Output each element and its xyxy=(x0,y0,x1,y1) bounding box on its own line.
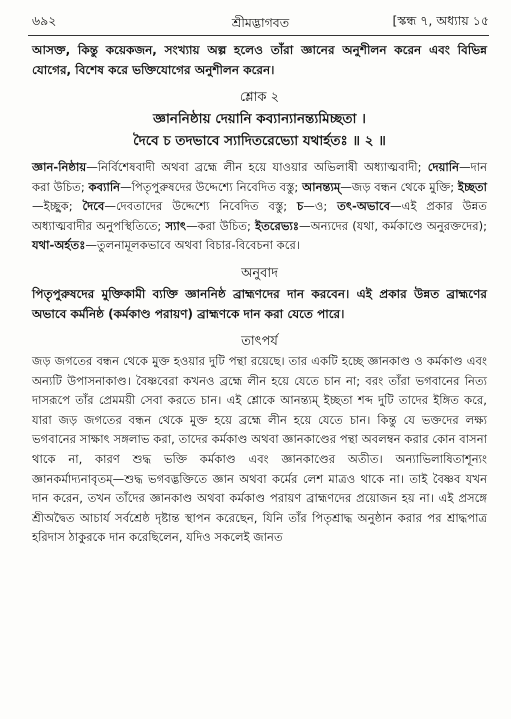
synonym-meaning: —দেবতাদের উদ্দেশ্যে নিবেদিত বস্তু; xyxy=(104,199,298,214)
page-header xyxy=(32,12,489,34)
synonym-meaning: —তুলনামূলকভাবে অথবা বিচার-বিবেচনা করে। xyxy=(85,238,300,253)
synonym-term: দৈবে xyxy=(82,199,105,214)
synonym-term: দেয়ানি xyxy=(427,160,460,174)
verse-line-1: জ্ঞাননিষ্ঠায় দেয়ানি কব্যান্যানন্ত্যমিচ্ছতা । xyxy=(153,111,366,127)
synonym-term: তৎ-অভাবে xyxy=(337,199,391,214)
translation-paragraph: পিতৃপুরুষদের মুক্তিকামী ব্যক্তি জ্ঞাননিষ্ঠ ব্রাহ্মণদের দান করবেন। এই প্রকার উন্নত ব্রাহ্মণের অভাবে কর্মনিষ্ঠ (কর্মকাণ্ড পরায়ণ) ব্রাহ্মণকে দান করা যেতে পারে। xyxy=(32,286,487,321)
synonym-meaning: —ইচ্ছুক; xyxy=(32,199,83,214)
translation-heading: অনুবাদ xyxy=(241,265,278,281)
book-title: শ্রীমদ্ভাগবত xyxy=(231,15,290,30)
synonym-term: ইতরেভ্যঃ xyxy=(255,218,300,233)
synonym-term: চ xyxy=(297,199,304,214)
verse-line-2: দৈবে চ তদভাবে স্যাদিতরেভ্যো যথার্হতঃ ॥ ২ ॥ xyxy=(133,133,386,149)
purport-heading: তাৎপর্য xyxy=(241,333,278,349)
header-rule xyxy=(28,35,489,36)
purport-paragraph: জড় জগতের বন্ধন থেকে মুক্ত হওয়ার দুটি পন্থা রয়েছে। তার একটি হচ্ছে জ্ঞানকাণ্ড ও কর্মকাণ্ড এবং অন্যটি উপাসনাকাণ্ড। বৈষ্ণবেরা কখনও ব্রহ্মে লীন হয়ে যেতে চান না; বরং তাঁরা ভগবানের নিত্য দাসরূপে তাঁর প্রেমময়ী সেবা করতে চান। এই শ্লোকে আনন্ত্যম্ ইচ্ছতা শব্দ দুটি তাদের ইঙ্গিত করে, যারা জড় জগতের বন্ধন থেকে মুক্ত হয়ে ব্রহ্মে লীন হয়ে যেতে চান। কিন্তু যে ভক্তদের লক্ষ্য ভগবানের সাক্ষাৎ সঙ্গলাভ করা, তাদের কর্মকাণ্ড অথবা জ্ঞানকাণ্ডের পন্থা অবলম্বন করার কোন বাসনা থাকে না, কারণ শুদ্ধ ভক্তি কর্মকাণ্ড এবং জ্ঞানকাণ্ডের অতীত। অন্যাভিলাষিতাশূন্যং জ্ঞানকর্মাদ্যনাবৃতম্—শুদ্ধ ভগবদ্ভক্তিতে জ্ঞান অথবা কর্মের লেশ মাত্রও থাকে না। তাই বৈষ্ণব যখন দান করেন, তখন তাঁদের জ্ঞানকাণ্ড অথবা কর্মকাণ্ড পরায়ণ ব্রাহ্মণদের প্রয়োজন হয় না। এই প্রসঙ্গে শ্রীঅদ্বৈত আচার্য সর্বশ্রেষ্ঠ দৃষ্টান্ত স্থাপন করেছেন, যিনি তাঁর পিতৃশ্রাদ্ধ অনুষ্ঠান করার পর শ্রাদ্ধপাত্র হরিদাস ঠাকুরকে দান করেছিলেন, যদিও সকলেই জানত xyxy=(32,353,487,545)
synonym-term: স্যাৎ xyxy=(165,218,187,233)
synonym-meaning: —পিতৃপুরুষদের উদ্দেশ্যে নিবেদিত বস্তু; xyxy=(120,179,303,194)
synonym-meaning: —অন্যদের (যথা, কর্মকাণ্ডে অনুরক্তদের); xyxy=(299,218,488,233)
intro-paragraph: আসক্ত, কিন্তু কয়েকজন, সংখ্যায় অল্প হলেও তাঁরা জ্ঞানের অনুশীলন করেন এবং বিভিন্ন যোগের, বিশেষ করে ভক্তিযোগের অনুশীলন করেন। xyxy=(32,43,487,77)
synonym-meaning: —ও; xyxy=(303,199,338,214)
synonym-term: কব্যানি xyxy=(88,179,121,194)
synonym-term: যথা-অর্হতঃ xyxy=(32,238,86,253)
synonym-term: ইচ্ছতা xyxy=(457,179,487,194)
page-content xyxy=(32,40,487,548)
synonym-meaning: —জড় বন্ধন থেকে মুক্তি; xyxy=(340,179,458,194)
synonym-meaning: —এই প্রকার উন্নত অধ্যাত্মবাদীর অনুপস্থিতিতে; xyxy=(32,199,487,233)
word-for-word-synonyms xyxy=(32,158,487,256)
synonym-meaning: —নির্বিশেষবাদী অথবা ব্রহ্মে লীন হয়ে যাওয়ার অভিলাষী অধ্যাত্মবাদী; xyxy=(86,160,428,174)
section-reference: [স্কন্ধ ৭, অধ্যায় ১৫ xyxy=(392,13,489,28)
synonym-meaning: —দান করা উচিত; xyxy=(32,160,487,194)
verse-heading: শ্লোক ২ xyxy=(239,90,280,105)
synonym-term: আনন্ত্যম্ xyxy=(302,179,341,194)
synonym-term: জ্ঞান-নিষ্ঠায় xyxy=(32,160,87,174)
synonym-meaning: —করা উচিত; xyxy=(186,218,256,233)
page-number: ৬৯২ xyxy=(32,13,57,28)
